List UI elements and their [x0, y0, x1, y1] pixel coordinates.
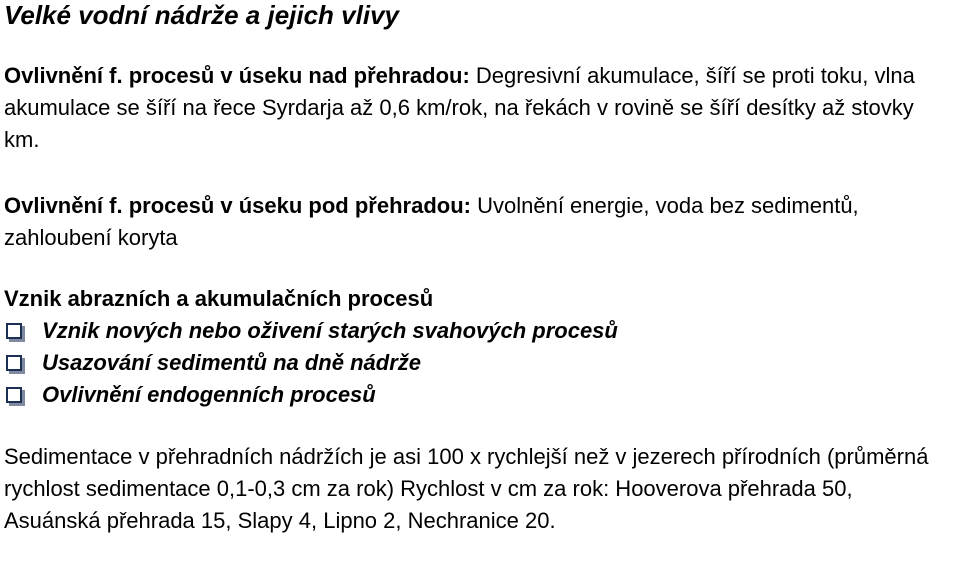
checkbox-square-icon [6, 323, 22, 339]
list-item [4, 315, 618, 347]
list-item-text: Ovlivnění endogenních procesů [42, 382, 376, 407]
list-item [4, 347, 618, 379]
paragraph-downstream-lead: Ovlivnění f. procesů v úseku pod přehradou: [4, 193, 471, 218]
list-item-text: Usazování sedimentů na dně nádrže [42, 350, 421, 375]
paragraph-upstream [4, 60, 954, 156]
list-item [4, 379, 618, 411]
paragraph-upstream-text: Degresivní akumulace, šíří se proti toku, vlna akumulace se šíří na řece Syrdarja až 0,6 km/rok, na řekách v rovině se šíří desítky až stovky km. [4, 63, 915, 152]
section-heading [4, 283, 954, 315]
paragraph-sedimentation: Sedimentace v přehradních nádržích je asi 100 x rychlejší než v jezerech přírodních (průměrná rychlost sedimentace 0,1-0,3 cm za rok) Rychlost v cm za rok: Hooverova přehrada 50, Asuánská přehrada 15, Slapy 4, Lipno 2, Nechranice 20. [4, 444, 929, 533]
checkbox-square-icon [6, 387, 22, 403]
section-heading-text: Vznik abrazních a akumulačních procesů [4, 286, 434, 311]
list-item-text: Vznik nových nebo oživení starých svahových procesů [42, 318, 618, 343]
paragraph-downstream [4, 190, 954, 254]
paragraph-downstream-text: Uvolnění energie, voda bez sedimentů, zahloubení koryta [4, 193, 859, 250]
checkbox-square-icon [6, 355, 22, 371]
paragraph-upstream-lead: Ovlivnění f. procesů v úseku nad přehradou: [4, 63, 470, 88]
slide-title: Velké vodní nádrže a jejich vlivy [4, 0, 399, 30]
bullet-list [4, 315, 618, 411]
